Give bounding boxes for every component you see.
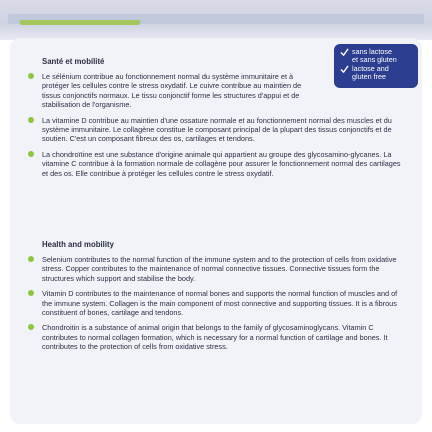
item-text: Le sélénium contribue au fonctionnement normal du système immunitaire et à protéger les cellules contre le stress oxydatif. Le cuivre contribue au maintien de tissus conjonctifs normaux. Le tissu conjonctif forme les structures d'appui et de stabilisation de l'organisme. [42,72,302,110]
bullet-icon [28,256,34,262]
english-section-title: Health and mobility [42,240,114,249]
badge-text-english: lactose and gluten free [352,64,389,81]
item-text: La vitamine D contribue au maintien d'une ossature normale et au fonctionnement normal des muscles et du système immunitaire. Le collagène constitue le composant principal de la plupart des tissus conjonctifs et de soutien. C'est un composant fibreux des os, cartilages et tendons. [42,115,392,144]
item-text: Selenium contributes to the normal function of the immune system and to the protection of cells from oxidative stress. Copper contributes to the maintenance of normal connective tissues. Connective tissues form the structures which support and stabilise the body. [42,255,397,283]
package-green-accent [20,20,140,25]
item-text: Chondroitin is a substance of animal origin that belongs to the family of glycosaminoglycans. Vitamin C contributes to normal collagen formation, which is necessary for a normal function of cartilage and bones. It contributes to the protection of cells from oxidative stress. [42,323,388,352]
badge-text-french: sans lactose et sans gluten [352,47,397,64]
bullet-icon [28,290,34,296]
item-text: Vitamin D contributes to the maintenance of normal bones and supports the normal function of muscles and of the immune system. Collagen is the main component of most connective and supporting tissues. It is a fibrous constituent of bones, cartilage and tendons. [42,289,398,318]
list-item [28,72,408,110]
bullet-icon [28,324,34,330]
french-section [28,57,408,184]
list-item [28,323,408,351]
french-section-title: Santé et mobilité [42,57,105,66]
package-top-band [0,0,432,40]
bullet-icon [28,151,34,157]
bullet-icon [28,73,34,79]
bullet-icon [28,117,34,123]
list-item [28,116,408,144]
list-item [28,150,408,178]
list-item [28,255,408,283]
list-item [28,289,408,317]
item-text: La chondroïtine est une substance d'origine animale qui appartient au groupe des glycosamino-glycanes. La vitamine C contribue à la formation normale de collagène pour assurer le fonctionnement normal des cartilages et des os. Elle contribue à protéger les cellules contre le stress oxydatif. [42,149,401,178]
english-section [28,240,408,358]
checkmark-icon [340,48,349,56]
